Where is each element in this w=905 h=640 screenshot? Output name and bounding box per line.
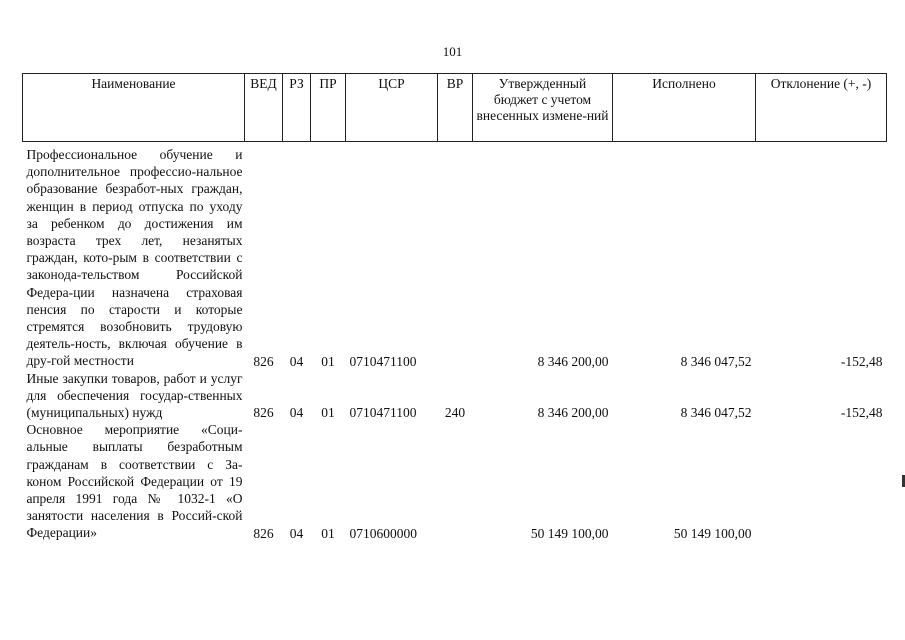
row-approved: 8 346 200,00	[537, 405, 609, 421]
row-vr	[438, 421, 473, 541]
row-csr: 0710471100	[349, 353, 417, 369]
budget-table	[22, 73, 887, 542]
row-executed: 8 346 047,52	[680, 405, 752, 421]
header-executed: Исполнено	[613, 74, 756, 142]
row-rz: 04	[289, 405, 304, 421]
row-executed: 50 149 100,00	[673, 525, 752, 541]
table-row	[23, 142, 887, 370]
header-rz: РЗ	[283, 74, 311, 142]
row-vr	[438, 142, 473, 370]
row-csr: 0710600000	[349, 525, 417, 541]
row-pr: 01	[321, 405, 335, 421]
header-name: Наименование	[23, 74, 245, 142]
row-deviation: -152,48	[840, 405, 883, 421]
row-csr: 0710471100	[349, 405, 417, 421]
row-deviation: -152,48	[840, 353, 883, 369]
table-row	[23, 421, 887, 541]
row-ved: 826	[253, 405, 274, 421]
header-approved: Утвержденный бюджет с учетом внесенных измене-ний	[473, 74, 613, 142]
header-deviation: Отклонение (+, -)	[756, 74, 887, 142]
row-executed: 8 346 047,52	[680, 353, 752, 369]
row-vr: 240	[444, 405, 466, 421]
row-name: Основное мероприятие «Соци-альные выплаты безработным гражданам в соответствии с За-коном Российской Федерации от 19 апреля 1991 года № 1032-1 «О занятости населения в Россий-ской Федерации»	[26, 422, 243, 541]
row-name: Иные закупки товаров, работ и услуг для обеспечения государ-ственных (муниципальных) нужд	[26, 370, 243, 421]
header-pr: ПР	[311, 74, 346, 142]
row-approved: 8 346 200,00	[537, 353, 609, 369]
header-csr: ЦСР	[346, 74, 438, 142]
page-number: 101	[442, 44, 463, 59]
row-rz: 04	[289, 353, 304, 369]
row-deviation	[756, 421, 887, 541]
header-ved: ВЕД	[245, 74, 283, 142]
row-approved: 50 149 100,00	[530, 525, 609, 541]
header-vr: ВР	[438, 74, 473, 142]
row-name: Профессиональное обучение и дополнительное профессио-нальное образование безработ-ных граждан, женщин в период отпуска по уходу за ребенком до достижения им возраста трех лет, незанятых граждан, кото-рым в соответствии с законода-тельством Российской Федера-ции назначена страховая пенсия по старости и которые стремятся возобновить трудовую деятель-ность, включая обучение в дру-гой местности	[26, 147, 243, 369]
row-ved: 826	[253, 525, 274, 541]
table-row	[23, 370, 887, 422]
row-pr: 01	[321, 353, 335, 369]
row-rz: 04	[289, 525, 304, 541]
table-header-row	[23, 74, 887, 142]
row-ved: 826	[253, 353, 274, 369]
row-pr: 01	[321, 525, 335, 541]
